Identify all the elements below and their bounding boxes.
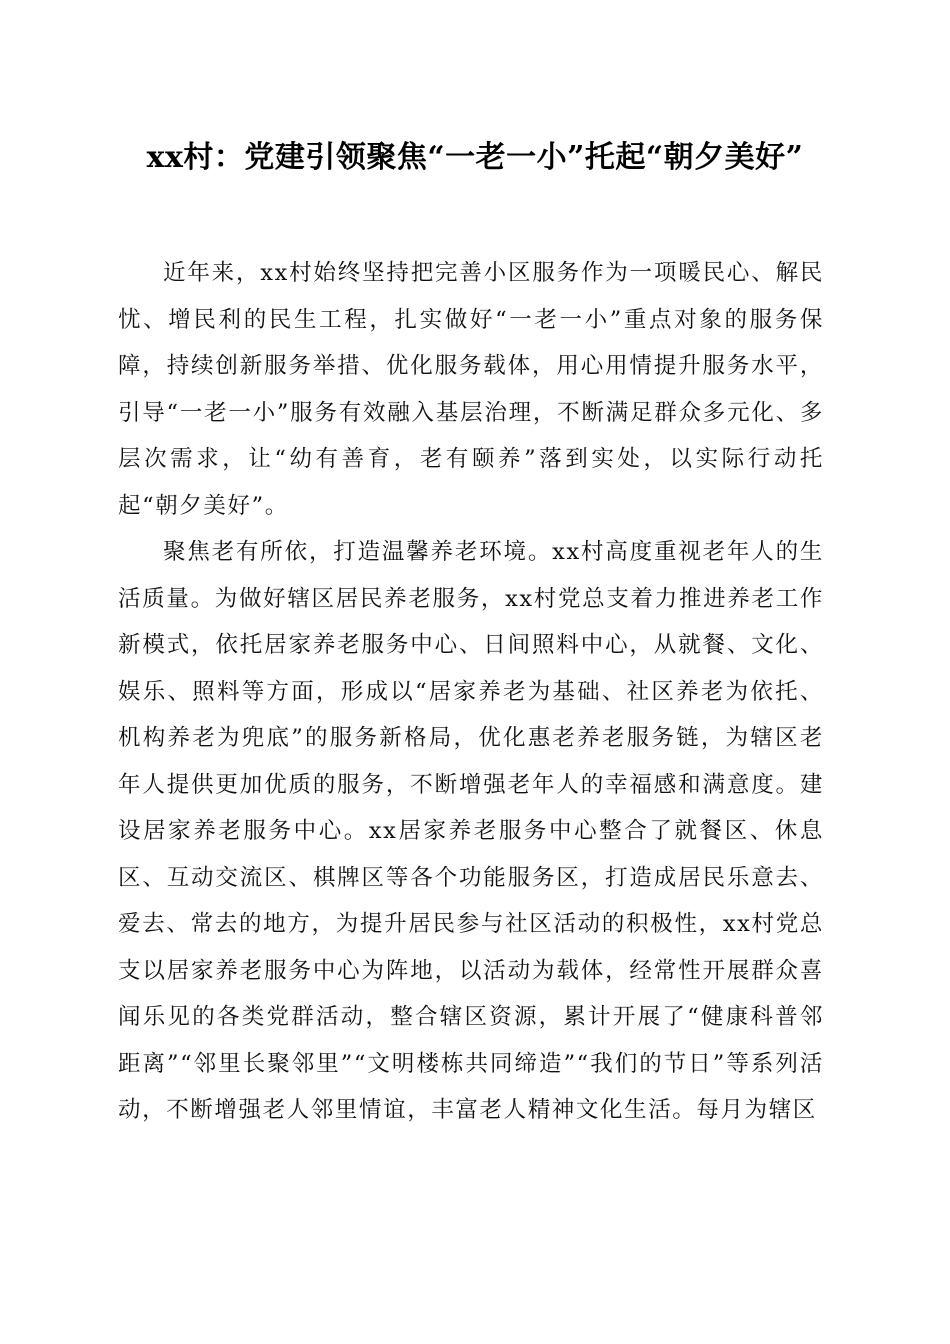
paragraph-intro: 近年来，xx村始终坚持把完善小区服务作为一项暖民心、解民忧、增民利的民生工程，扎实做好“一老一小”重点对象的服务保障，持续创新服务举措、优化服务载体，用心用情提升服务水平，引导“一老一小”服务有效融入基层治理，不断满足群众多元化、多层次需求，让“幼有善育，老有颐养”落到实处，以实际行动托起“朝夕美好”。 [118,260,824,519]
paragraph-elderly-care: 聚焦老有所依，打造温馨养老环境。xx村高度重视老年人的生活质量。为做好辖区居民养老服务，xx村党总支着力推进养老工作新模式，依托居家养老服务中心、日间照料中心，从就餐、文化、娱乐、照料等方面，形成以“居家养老为基础、社区养老为依托、机构养老为兜底”的服务新格局，优化惠老养老服务链，为辖区老年人提供更加优质的服务，不断增强老年人的幸福感和满意度。建设居家养老服务中心。xx居家养老服务中心整合了就餐区、休息区、互动交流区、棋牌区等各个功能服务区，打造成居民乐意去、爱去、常去的地方，为提升居民参与社区活动的积极性，xx村党总支以居家养老服务中心为阵地，以活动为载体，经常性开展群众喜闻乐见的各类党群活动，整合辖区资源，累计开展了“健康科普邻距离”“邻里长聚邻里”“文明楼栋共同缔造”“我们的节日”等系列活动，不断增强老人邻里情谊，丰富老人精神文化生活。每月为辖区 [118,539,824,1123]
document-body [118,250,824,1134]
document-title: xx村：党建引领聚焦“一老一小”托起“朝夕美好” [146,140,804,175]
